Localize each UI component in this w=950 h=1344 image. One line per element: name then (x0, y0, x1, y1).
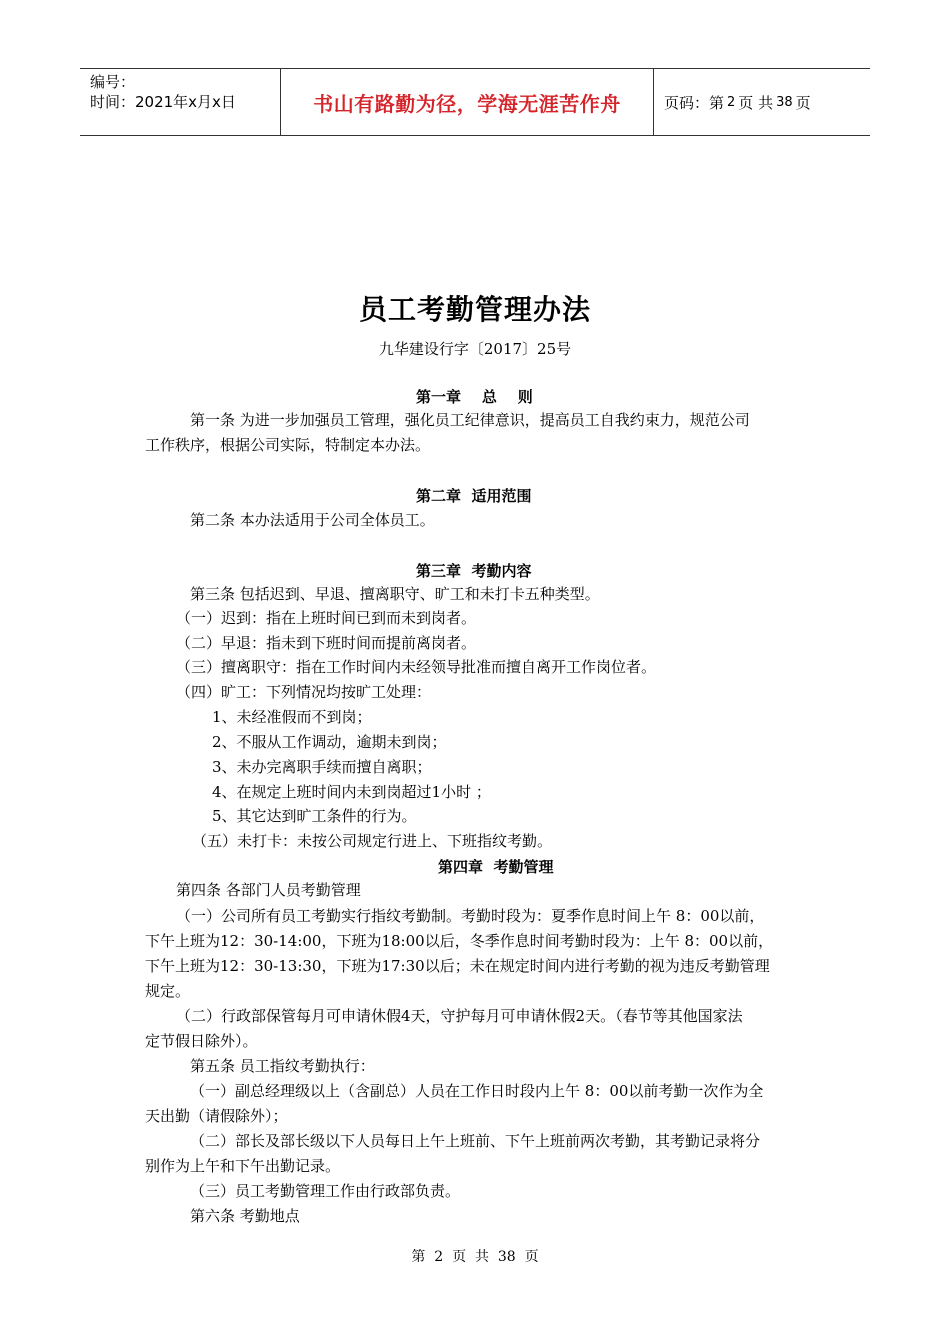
header-table (80, 68, 870, 136)
list-item: 3、未办完离职手续而擅自离职； (212, 758, 432, 776)
chapter-heading: 第三章 考勤内容 (416, 562, 532, 580)
paragraph-line: 下午上班为12：30-13:30，下班为17:30以后；未在规定时间内进行考勤的视为违反考勤管理 (145, 957, 770, 975)
paragraph-line: 别作为上午和下午出勤记录。 (145, 1157, 341, 1175)
document-title: 员工考勤管理办法 (358, 293, 591, 326)
paragraph-line: 第四条 各部门人员考勤管理 (176, 881, 361, 899)
time-label: 时间：2021年x月x日 (90, 93, 236, 111)
document-number: 九华建设行字〔2017〕25号 (378, 340, 572, 358)
list-item: （一）迟到：指在上班时间已到而未到岗者。 (176, 609, 477, 627)
chapter-heading: 第四章 考勤管理 (438, 858, 554, 876)
paragraph-line: （一）公司所有员工考勤实行指纹考勤制。考勤时段为：夏季作息时间上午 8：00以前， (176, 907, 765, 925)
chapter-heading: 第一章 总 则 (416, 388, 533, 406)
paragraph-line: 第六条 考勤地点 (190, 1207, 300, 1225)
paragraph-line: 规定。 (145, 982, 191, 1000)
page-total: 38 (776, 94, 793, 110)
header-motto: 书山有路勤为径，学海无涯苦作舟 (281, 69, 654, 135)
number-label: 编号： (90, 73, 136, 91)
list-item: （五）未打卡：未按公司规定行进上、下班指纹考勤。 (192, 832, 553, 850)
chapter-heading: 第二章 适用范围 (416, 487, 532, 505)
list-item: 5、其它达到旷工条件的行为。 (212, 807, 417, 825)
list-item: 2、不服从工作调动，逾期未到岗； (212, 733, 447, 751)
list-item: （三）擅离职守：指在工作时间内未经领导批准而擅自离开工作岗位者。 (176, 658, 657, 676)
paragraph-line: （三）员工考勤管理工作由行政部负责。 (190, 1182, 461, 1200)
page-footer: 第 2 页 共 38 页 (411, 1249, 539, 1265)
list-item: （四）旷工：下列情况均按旷工处理： (176, 683, 432, 701)
paragraph-line: 工作秩序，根据公司实际，特制定本办法。 (145, 436, 431, 454)
paragraph-line: 第三条 包括迟到、早退、擅离职守、旷工和未打卡五种类型。 (190, 585, 600, 603)
paragraph-line: 天出勤（请假除外）； (145, 1107, 288, 1125)
paragraph-line: 第二条 本办法适用于公司全体员工。 (190, 511, 435, 529)
paragraph-line: （一）副总经理级以上（含副总）人员在工作日时段内上午 8：00以前考勤一次作为全 (190, 1082, 764, 1100)
header-page-info (654, 69, 870, 135)
paragraph-line: 下午上班为12：30-14:00，下班为18:00以后，冬季作息时间考勤时段为：上午 8：00以前， (145, 932, 774, 950)
page-mid: 页 共 (738, 93, 774, 112)
page-current: 2 (727, 94, 736, 110)
page-prefix: 页码：第 (664, 93, 725, 112)
list-item: （二）早退：指未到下班时间而提前离岗者。 (176, 634, 477, 652)
page-suffix: 页 (795, 93, 811, 112)
header-left-cell (80, 69, 281, 135)
list-item: 4、在规定上班时间内未到岗超过1小时 ； (212, 783, 491, 801)
paragraph-line: （二）部长及部长级以下人员每日上午上班前、下午上班前两次考勤，其考勤记录将分 (190, 1132, 761, 1150)
paragraph-line: 第五条 员工指纹考勤执行： (190, 1057, 375, 1075)
list-item: 1、未经准假而不到岗； (212, 708, 372, 726)
paragraph-line: 定节假日除外）。 (145, 1032, 258, 1050)
paragraph-line: 第一条 为进一步加强员工管理，强化员工纪律意识，提高员工自我约束力，规范公司 (190, 411, 750, 429)
paragraph-line: （二）行政部保管每月可申请休假4天，守护每月可申请休假2天。（春节等其他国家法 (176, 1007, 743, 1025)
